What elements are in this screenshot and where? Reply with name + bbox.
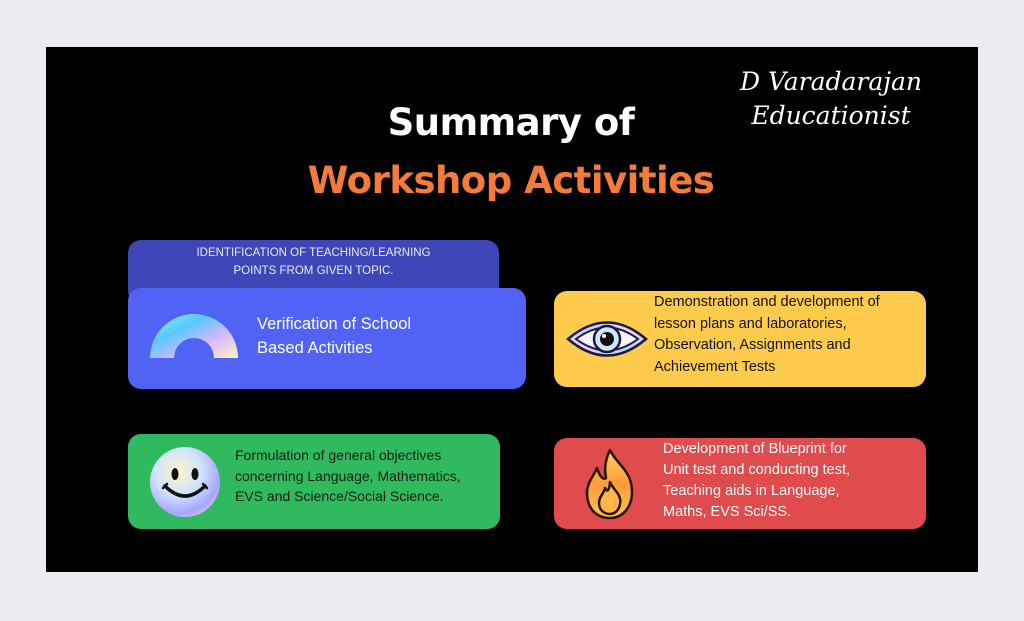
card-verification: [128, 288, 526, 389]
card-formulation-line-2: concerning Language, Mathematics,: [235, 467, 461, 484]
card-verification-line-1: Verification of School: [257, 315, 412, 333]
card-demonstration: [554, 291, 926, 387]
card-blueprint: [554, 438, 926, 529]
smiley-face-icon: [149, 446, 221, 518]
card-blueprint-line-1: Development of Blueprint for: [663, 441, 847, 457]
card-blueprint-line-2: Unit test and conducting test,: [663, 462, 850, 478]
card-blueprint-line-3: Teaching aids in Language,: [663, 483, 840, 499]
card-formulation-line-1: Formulation of general objectives: [235, 447, 442, 463]
author-role: Educationist: [751, 101, 911, 130]
card-identification-line-2: POINTS FROM GIVEN TOPIC.: [233, 265, 394, 277]
card-demonstration-line-1: Demonstration and development of: [654, 294, 880, 310]
rainbow-arch-icon: [148, 312, 240, 360]
card-demonstration-line-4: Achievement Tests: [654, 358, 776, 375]
slide: [46, 47, 978, 572]
card-demonstration-text: [654, 292, 880, 378]
card-identification-line-1: IDENTIFICATION OF TEACHING/LEARNING: [196, 247, 431, 259]
card-demonstration-line-3: Observation, Assignments and: [654, 337, 851, 353]
card-formulation-line-3: EVS and Science/Social Science.: [235, 488, 444, 504]
card-verification-line-2: Based Activities: [257, 339, 373, 357]
author-signature: [726, 65, 936, 133]
card-formulation: [128, 434, 500, 529]
card-formulation-text: [235, 445, 461, 507]
flame-icon: [582, 448, 638, 520]
card-blueprint-line-4: Maths, EVS Sci/SS.: [663, 504, 792, 520]
card-demonstration-line-2: lesson plans and laboratories,: [654, 315, 847, 332]
title-line-2: Workshop Activities: [307, 159, 715, 202]
card-identification-text: [169, 244, 459, 280]
card-verification-text: [257, 312, 411, 360]
author-name: D Varadarajan: [739, 67, 923, 96]
title-line-1: Summary of: [387, 101, 635, 144]
card-blueprint-text: [663, 439, 850, 523]
eye-icon: [566, 314, 648, 364]
